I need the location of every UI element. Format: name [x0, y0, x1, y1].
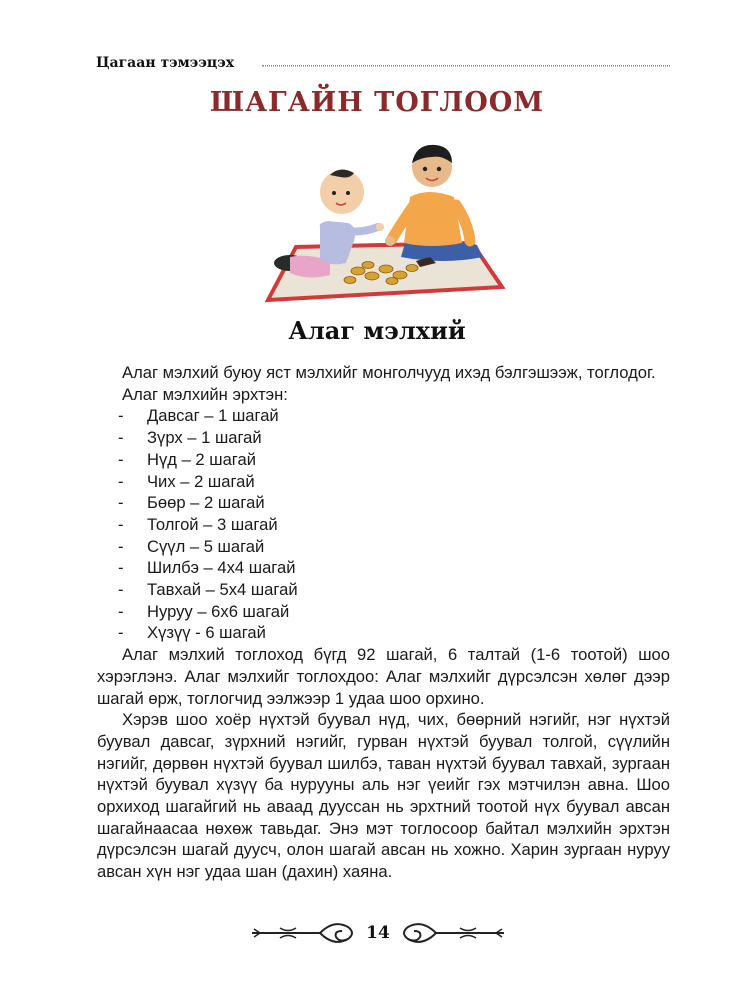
scoring-paragraph: Хэрэв шоо хоёр нүхтэй буувал нүд, чих, бөөрний нэгийг, нэг нүхтэй буувал давсаг, зүрхний нэгийг, гурван нүхтэй буувал толгой, сүүлийн нэгийг, дөрвөн нүхтэй буувал шилбэ, таван нүхтэй буувал тавхай, зургаан нүхтэй буувал хүзүү ба нурууны аль нэг үеийг гэх мэтчилэн авна. Шоо орхиход шагайгий нь аваад дууссан нь эрхтний тоотой нүх буувал авсан шагайнаасаа нөхөж тавьдаг. Энэ мэт тоглосоор байтал мэлхийн эрхтэн дүрсэлсэн шагай дуусч, олон шагай авсан нь хожно. Харин зургаан нуруу авсан хүн нэг удаа шан (дахин) хаяна. — [97, 710, 670, 882]
intro-paragraph: Алаг мэлхий буюу яст мэлхийг монголчууд ихэд бэлгэшээж, тоглодог. — [122, 363, 656, 382]
list-item: - Давсаг – 1 шагай — [118, 406, 279, 426]
organs-list — [97, 405, 670, 644]
page-title: ШАГАЙН ТОГЛООМ — [209, 87, 545, 118]
list-item: - Бөөр – 2 шагай — [118, 493, 265, 513]
list-item: - Хүзүү - 6 шагай — [118, 623, 266, 643]
page-number: 14 — [366, 923, 390, 943]
header-rule — [262, 65, 670, 67]
list-item: - Нүд – 2 шагай — [118, 449, 256, 469]
section-title: Алаг мэлхий — [288, 316, 466, 345]
rules-paragraph: Алаг мэлхий тоглоход бүгд 92 шагай, 6 талтай (1-6 тоотой) шоо хэрэглэнэ. Алаг мэлхийг тоглохдоо: Алаг мэлхийг дүрсэлсэн хөлөг дээр шагай өрж, тоглогчид ээлжээр 1 удаа шоо орхино. — [97, 645, 670, 708]
list-item: - Шилбэ – 4х4 шагай — [118, 558, 296, 578]
list-item: - Зүрх – 1 шагай — [118, 428, 262, 448]
flourish-ornament-icon — [250, 918, 358, 948]
list-item: - Сүүл – 5 шагай — [118, 536, 265, 556]
page-footer — [0, 918, 754, 948]
list-item: - Нуруу – 6х6 шагай — [118, 601, 290, 621]
flourish-ornament-icon — [398, 918, 506, 948]
list-item: - Толгой – 3 шагай — [118, 514, 278, 534]
organs-list-label: Алаг мэлхийн эрхтэн: — [122, 384, 288, 404]
list-item: - Тавхай – 5х4 шагай — [118, 580, 298, 600]
list-item: - Чих – 2 шагай — [118, 471, 255, 491]
running-header: Цагаан тэмээцэх — [96, 55, 235, 71]
article-body — [97, 362, 670, 883]
children-playing-shagai-illustration — [250, 135, 520, 315]
